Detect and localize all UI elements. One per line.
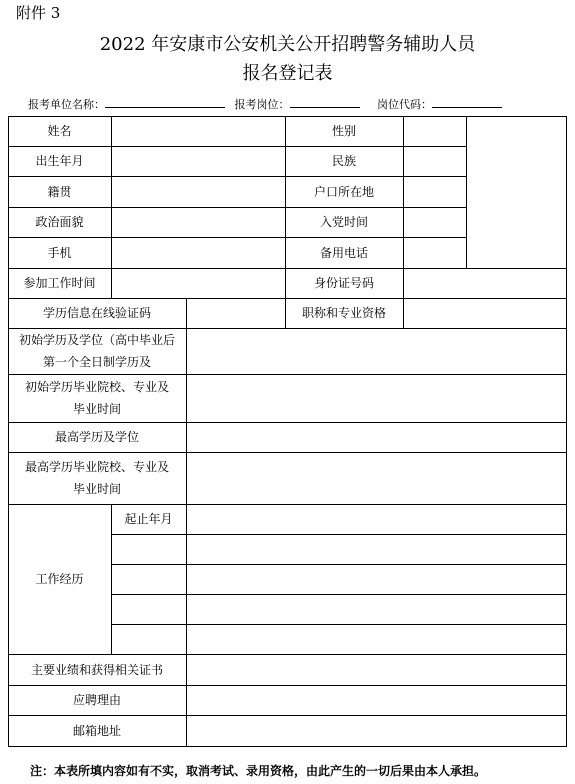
initial-edu-label: 初始学历及学位（高中毕业后第一个全日制学历及 bbox=[18, 333, 175, 369]
work-exp-row[interactable] bbox=[112, 535, 566, 564]
name-field[interactable] bbox=[112, 117, 285, 146]
address-label: 邮箱地址 bbox=[72, 723, 121, 738]
edu-code-label: 学历信息在线验证码 bbox=[42, 306, 151, 320]
work-exp-row[interactable] bbox=[112, 595, 566, 624]
political-status-field[interactable] bbox=[112, 208, 285, 237]
name-label: 姓名 bbox=[47, 124, 72, 138]
birth-label: 出生年月 bbox=[35, 154, 84, 168]
achievements-field[interactable] bbox=[187, 655, 566, 685]
application-info-line bbox=[28, 96, 502, 112]
hukou-label: 户口所在地 bbox=[313, 184, 374, 199]
footnote: 注：本表所填内容如有不实，取消考试、录用资格，由此产生的一切后果由本人承担。 bbox=[30, 764, 487, 778]
political-status-label: 政治面貌 bbox=[35, 215, 84, 229]
mobile-label: 手机 bbox=[47, 245, 72, 260]
form-title: 2022 年安康市公安机关公开招聘警务辅助人员 bbox=[99, 34, 476, 55]
work-exp-row[interactable] bbox=[112, 625, 566, 654]
work-exp-row[interactable] bbox=[187, 505, 566, 534]
address-field[interactable] bbox=[187, 716, 566, 746]
work-start-label: 参加工作时间 bbox=[23, 276, 96, 290]
native-place-label: 籍贯 bbox=[47, 184, 72, 199]
mobile-field[interactable] bbox=[112, 238, 285, 268]
work-exp-label: 工作经历 bbox=[35, 572, 84, 586]
hukou-field[interactable] bbox=[404, 177, 466, 207]
gender-label: 性别 bbox=[331, 124, 356, 138]
native-place-field[interactable] bbox=[112, 177, 285, 207]
code-label: 岗位代码： bbox=[377, 98, 432, 111]
unit-blank[interactable] bbox=[105, 96, 225, 108]
code-blank[interactable] bbox=[432, 96, 502, 108]
work-exp-row[interactable] bbox=[112, 565, 566, 594]
backup-phone-field[interactable] bbox=[404, 238, 466, 268]
initial-school-field[interactable] bbox=[187, 375, 566, 422]
gender-field[interactable] bbox=[404, 117, 466, 146]
title-qual-field[interactable] bbox=[404, 299, 566, 328]
party-date-field[interactable] bbox=[404, 208, 466, 237]
title-qual-label: 职称和专业资格 bbox=[301, 306, 386, 320]
attachment-label: 附件 3 bbox=[16, 4, 61, 22]
work-start-field[interactable] bbox=[112, 269, 285, 298]
achievements-label: 主要业绩和获得相关证书 bbox=[30, 662, 163, 677]
post-label: 报考岗位： bbox=[234, 98, 290, 111]
initial-edu-field[interactable] bbox=[187, 329, 566, 374]
unit-label: 报考单位名称： bbox=[28, 98, 105, 111]
id-number-field[interactable] bbox=[404, 269, 566, 298]
post-blank[interactable] bbox=[290, 96, 360, 108]
ethnicity-label: 民族 bbox=[331, 154, 356, 168]
highest-edu-field[interactable] bbox=[187, 423, 566, 452]
highest-edu-label: 最高学历及学位 bbox=[54, 430, 139, 444]
ethnicity-field[interactable] bbox=[404, 147, 466, 176]
edu-code-field[interactable] bbox=[187, 299, 285, 328]
highest-school-field[interactable] bbox=[187, 453, 566, 504]
photo-box[interactable] bbox=[467, 117, 566, 268]
party-date-label: 入党时间 bbox=[319, 215, 368, 229]
birth-field[interactable] bbox=[112, 147, 285, 176]
form-subtitle: 报名登记表 bbox=[242, 63, 333, 84]
id-number-label: 身份证号码 bbox=[313, 276, 374, 290]
highest-school-label: 最高学历毕业院校、专业及毕业时间 bbox=[24, 460, 169, 496]
period-label: 起止年月 bbox=[124, 512, 173, 526]
reason-label: 应聘理由 bbox=[72, 693, 121, 707]
reason-field[interactable] bbox=[187, 686, 566, 715]
initial-school-label: 初始学历毕业院校、专业及毕业时间 bbox=[24, 380, 169, 416]
backup-phone-label: 备用电话 bbox=[319, 245, 368, 260]
